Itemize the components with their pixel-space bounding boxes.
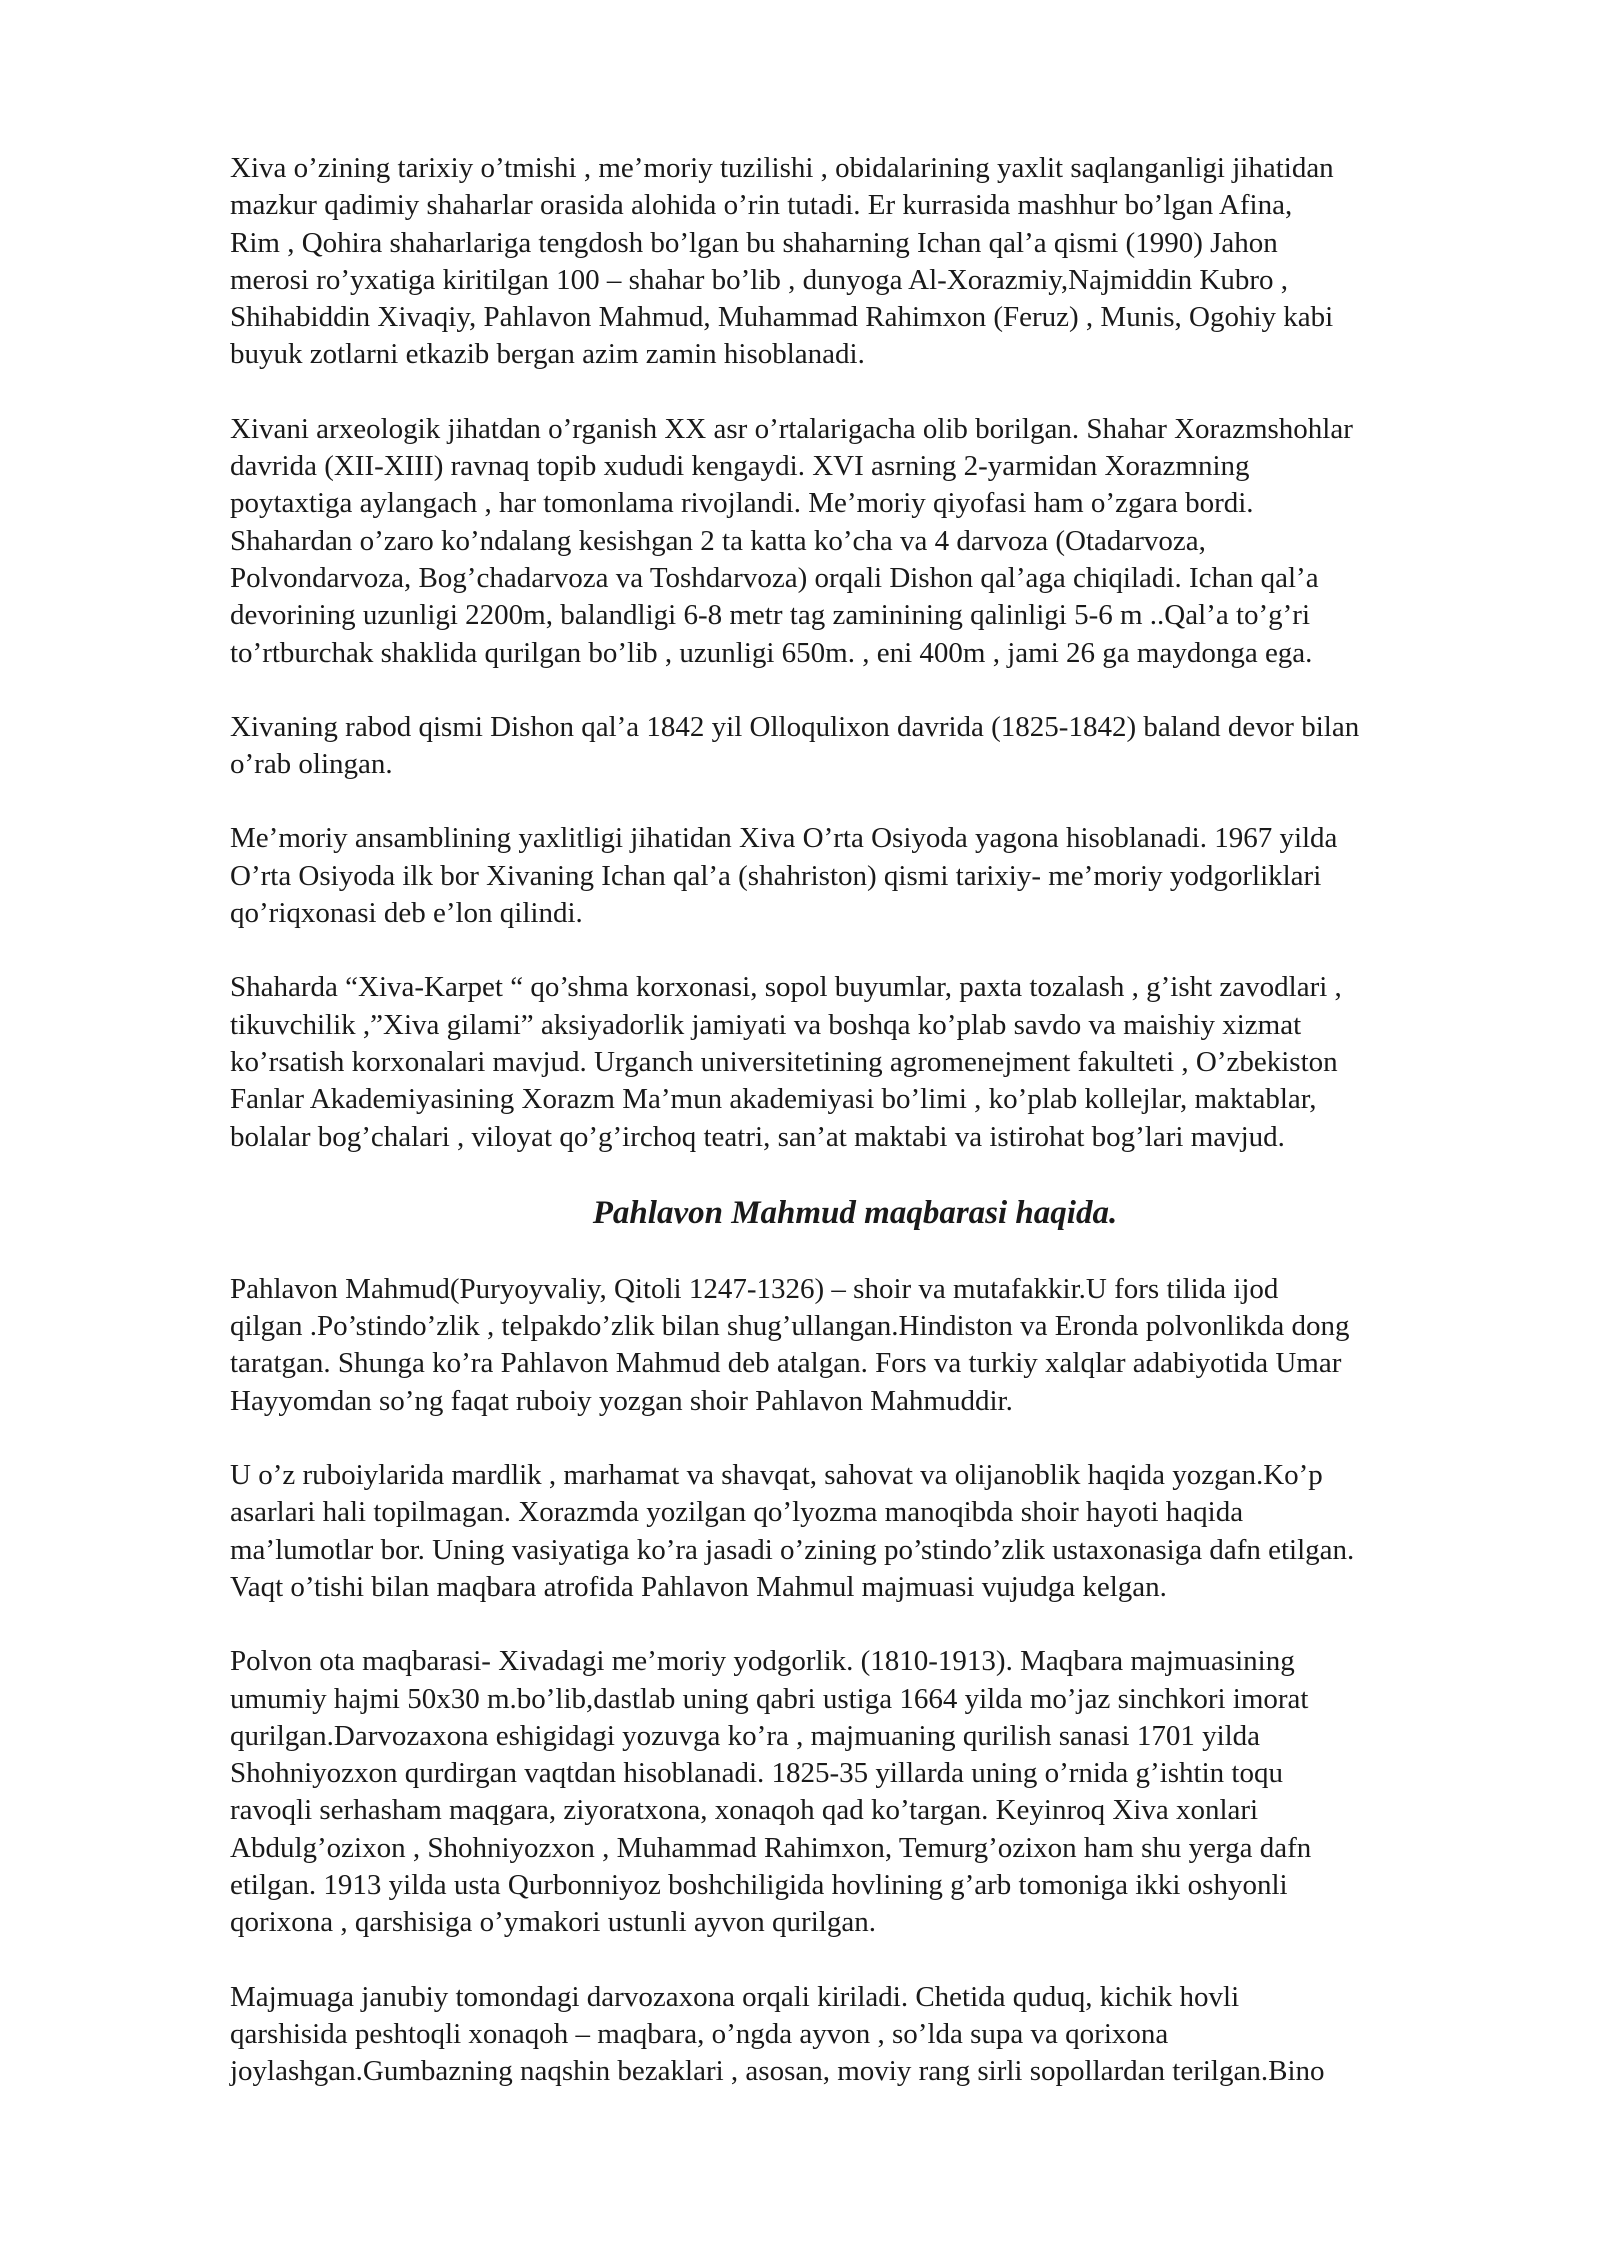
document-page [230,150,1500,2127]
paragraph-xiva-history: Xiva o’zining tarixiy o’tmishi , me’moriy tuzilishi , obidalarining yaxlit saqlanganligi jihatidan mazkur qadimiy shaharlar orasida alohida o’rin tutadi. Er kurrasida mashhur bo’lgan Afina, Rim , Qohira shaharlariga tengdosh bo’lgan bu shaharning Ichan qal’a qismi (1990) Jahon merosi ro’yxatiga kiritilgan 100 – shahar bo’lib , dunyoga Al-Xorazmiy,Najmiddin Kubro , Shihabiddin Xivaqiy, Pahlavon Mahmud, Muhammad Rahimxon (Feruz) , Munis, Ogohiy kabi buyuk zotlarni etkazib bergan azim zamin hisoblanadi. [230,152,1334,371]
paragraph-architectural-ensemble: Me’moriy ansamblining yaxlitligi jihatidan Xiva O’rta Osiyoda yagona hisoblanadi. 1967 yilda O’rta Osiyoda ilk bor Xivaning Ichan qal’a (shahriston) qismi tarixiy- me’moriy yodgorliklari qo’riqxonasi deb e’lon qilindi. [230,822,1338,930]
paragraph-rubaiyat: U o’z ruboiylarida mardlik , marhamat va shavqat, sahovat va olijanoblik haqida yozgan.Ko’p asarlari hali topilmagan. Xorazmda yozilgan qo’lyozma manoqibda shoir hayoti haqida ma’lumotlar bor. Uning vasiyatiga ko’ra jasadi o’zining po’stindo’zlik ustaxonasiga dafn etilgan. Vaqt o’tishi bilan maqbara atrofida Pahlavon Mahmul majmuasi vujudga kelgan. [230,1459,1355,1603]
paragraph-city-industry: Shaharda “Xiva-Karpet “ qo’shma korxonasi, sopol buyumlar, paxta tozalash , g’isht zavodlari , tikuvchilik ,”Xiva gilami” aksiyadorlik jamiyati va boshqa ko’plab savdo va maishiy xizmat ko’rsatish korxonalari mavjud. Urganch universitetining agromenejment fakulteti , O’zbekiston Fanlar Akademiyasining Xorazm Ma’mun akademiyasi bo’limi , ko’plab kollejlar, maktablar, bolalar bog’chalari , viloyat qo’g’irchoq teatri, san’at maktabi va istirohat bog’lari mavjud. [230,971,1342,1153]
paragraph-pahlavon-biography: Pahlavon Mahmud(Puryoyvaliy, Qitoli 1247-1326) – shoir va mutafakkir.U fors tilida ijod qilgan .Po’stindo’zlik , telpakdo’zlik bilan shug’ullangan.Hindiston va Eronda polvonlikda dong taratgan. Shunga ko’ra Pahlavon Mahmud deb atalgan. Fors va turkiy xalqlar adabiyotida Umar Hayyomdan so’ng faqat ruboiy yozgan shoir Pahlavon Mahmuddir. [230,1272,1350,1417]
paragraph-dishon-qala: Xivaning rabod qismi Dishon qal’a 1842 yil Olloqulixon davrida (1825-1842) baland devor bilan o’rab olingan. [230,710,1360,781]
section-heading: Pahlavon Mahmud maqbarasi haqida. [592,1194,1118,1231]
paragraph-xiva-archaeology: Xivani arxeologik jihatdan o’rganish XX asr o’rtalarigacha olib borilgan. Shahar Xorazmshohlar davrida (XII-XIII) ravnaq topib xududi kengaydi. XVI asrning 2-yarmidan Xorazmning poytaxtiga aylangach , har tomonlama rivojlandi. Me’moriy qiyofasi ham o’zgara bordi. Shahardan o’zaro ko’ndalang kesishgan 2 ta katta ko’cha va 4 darvoza (Otadarvoza, Polvondarvoza, Bog’chadarvoza va Toshdarvoza) orqali Dishon qal’aga chiqiladi. Ichan qal’a devorining uzunligi 2200m, balandligi 6-8 metr tag zaminining qalinligi 5-6 m ..Qal’a to’g’ri to’rtburchak shaklida qurilgan bo’lib , uzunligi 650m. , eni 400m , jami 26 ga maydonga ega. [230,412,1353,669]
paragraph-complex-layout: Majmuaga janubiy tomondagi darvozaxona orqali kiriladi. Chetida quduq, kichik hovli qarshisida peshtoqli xonaqoh – maqbara, o’ngda ayvon , so’lda supa va qorixona joylashgan.Gumbazning naqshin bezaklari , asosan, moviy rang sirli sopollardan terilgan.Bino [230,1980,1325,2088]
paragraph-mausoleum-history: Polvon ota maqbarasi- Xivadagi me’moriy yodgorlik. (1810-1913). Maqbara majmuasining umumiy hajmi 50x30 m.bo’lib,dastlab uning qabri ustiga 1664 yilda mo’jaz sinchkori imorat qurilgan.Darvozaxona eshigidagi yozuvga ko’ra , majmuaning qurilish sanasi 1701 yilda Shohniyozxon qurdirgan vaqtdan hisoblanadi. 1825-35 yillarda uning o’rnida g’ishtin toqu ravoqli serhasham maqgara, ziyoratxona, xonaqoh qad ko’targan. Keyinroq Xiva xonlari Abdulg’ozixon , Shohniyozxon , Muhammad Rahimxon, Temurg’ozixon ham shu yerga dafn etilgan. 1913 yilda usta Qurbonniyoz boshchiligida hovlining g’arb tomoniga ikki oshyonli qorixona , qarshisiga o’ymakori ustunli ayvon qurilgan. [230,1645,1312,1939]
